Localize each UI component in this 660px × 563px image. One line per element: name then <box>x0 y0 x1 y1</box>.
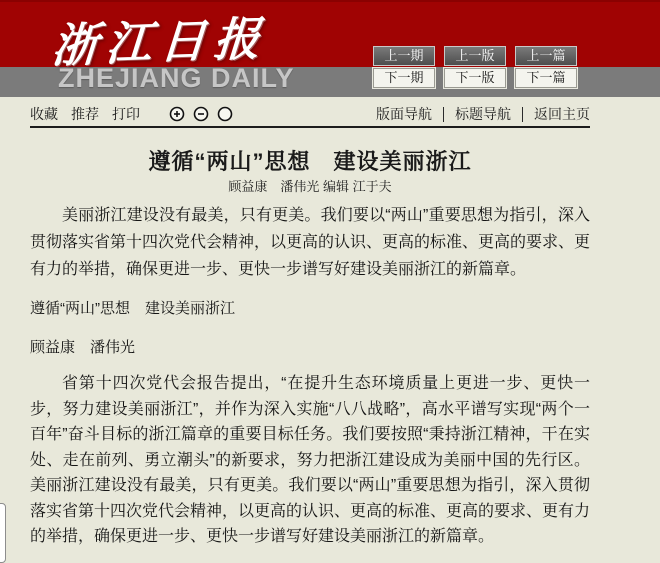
layout-navigation-link[interactable]: 版面导航 <box>376 106 432 122</box>
prev-issue-button[interactable]: 上一期 <box>373 46 435 66</box>
zoom-controls <box>169 106 241 122</box>
print-link[interactable]: 打印 <box>112 106 140 122</box>
prev-article-button[interactable]: 上一篇 <box>515 46 577 66</box>
toolbar-actions <box>30 104 241 124</box>
recommend-link[interactable]: 推荐 <box>71 106 99 122</box>
issue-navigation <box>373 46 577 88</box>
newspaper-logo: 浙江日报 <box>50 12 270 72</box>
zoom-in-icon[interactable] <box>169 106 185 122</box>
favorite-link[interactable]: 收藏 <box>30 106 58 122</box>
zoom-reset-icon[interactable] <box>217 106 233 122</box>
article-authors: 顾益康 潘伟光 <box>30 339 136 356</box>
separator <box>443 107 444 122</box>
separator <box>522 107 523 122</box>
article-title: 遵循“两山”思想 建设美丽浙江 <box>148 149 472 174</box>
article-inline-title: 遵循“两山”思想 建设美丽浙江 <box>30 300 235 317</box>
article-byline: 顾益康 潘伟光 编辑 江于夫 <box>228 179 392 194</box>
title-navigation-link[interactable]: 标题导航 <box>455 106 511 122</box>
next-article-button[interactable]: 下一篇 <box>515 68 577 88</box>
next-page-button[interactable]: 下一版 <box>444 68 506 88</box>
article-body: 省第十四次党代会报告提出，“在提升生态环境质量上更进一步、更快一步，努力建设美丽浙江”，并作为深入实施“八八战略”，高水平谱写实现“两个一百年”奋斗目标的浙江篇章的重要目标任务。我们要按照“秉持浙江精神，干在实处、走在前列、勇立潮头”的新要求，努力把浙江建设成为美丽中国的先行区。美丽浙江建设没有最美，只有更美。我们要以“两山”重要思想为指引，深入贯彻落实省第十四次党代会精神，以更高的认识、更高的标准、更高的要求、更有力的举措，确保更进一步、更快一步谱写好建设美丽浙江的新篇章。 <box>30 375 591 545</box>
newspaper-logo-english: ZHEJIANG DAILY <box>58 63 295 93</box>
zoom-out-icon[interactable] <box>193 106 209 122</box>
toolbar-divider <box>30 126 590 128</box>
return-home-link[interactable]: 返回主页 <box>534 106 590 122</box>
prev-page-button[interactable]: 上一版 <box>444 46 506 66</box>
article-abstract: 美丽浙江建设没有最美，只有更美。我们要以“两山”重要思想为指引，深入贯彻落实省第十四次党代会精神，以更高的认识、更高的标准、更高的要求、更有力的举措，确保更进一步、更快一步谱写好建设美丽浙江的新篇章。 <box>30 207 591 278</box>
toolbar-navigation <box>376 104 590 124</box>
toolbar <box>30 102 590 126</box>
floating-widget-partial[interactable] <box>0 503 6 563</box>
next-issue-button[interactable]: 下一期 <box>373 68 435 88</box>
